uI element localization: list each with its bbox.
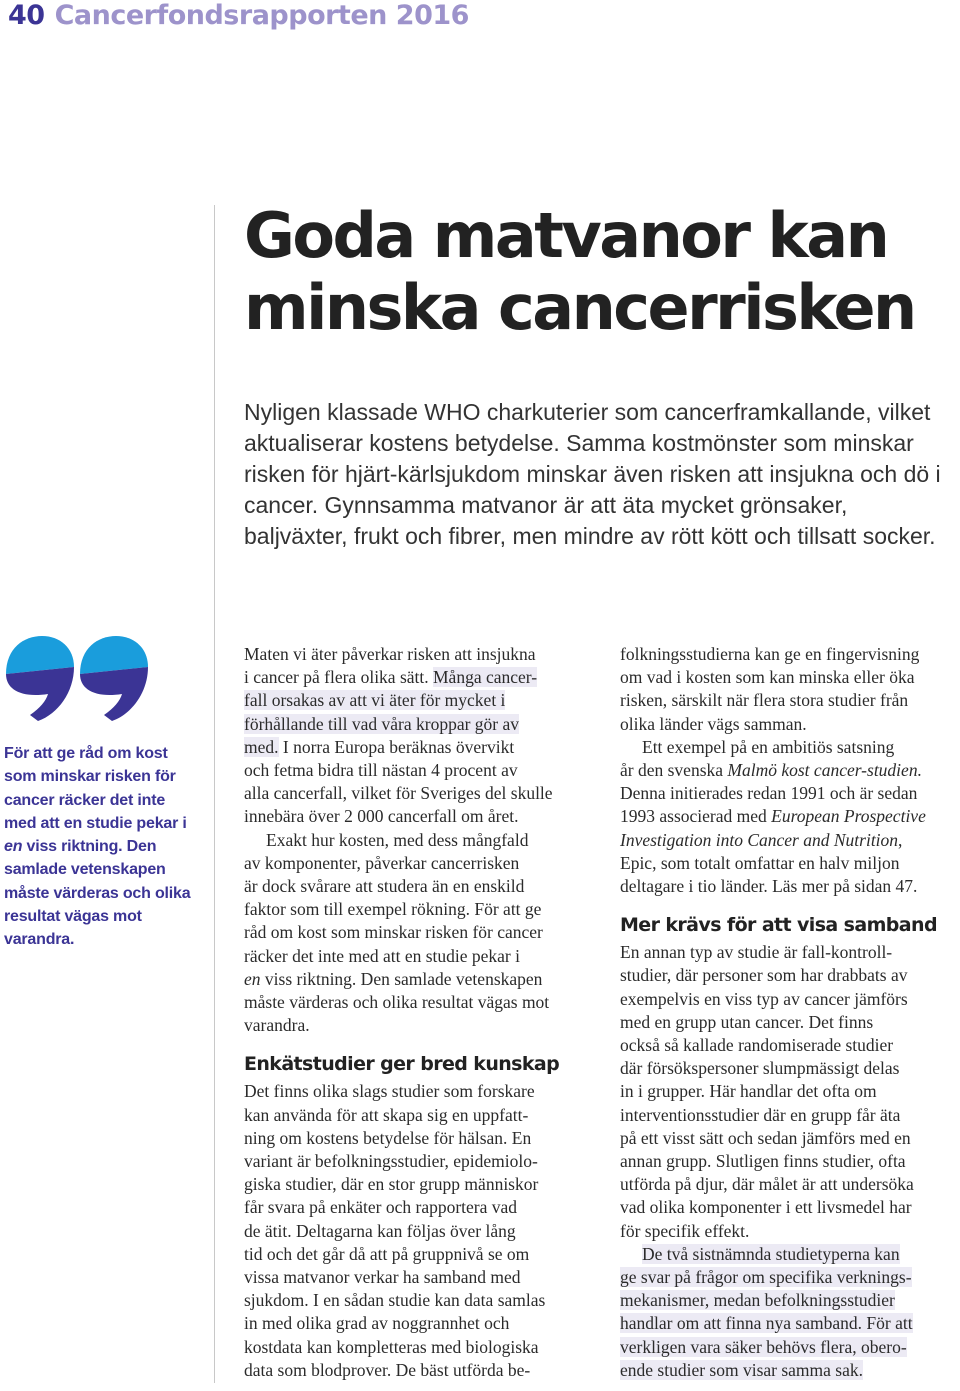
text: Ett exempel på en ambitiös satsning år den svenska <box>620 736 895 781</box>
subheading: Mer krävs för att visa samband <box>620 914 937 937</box>
paragraph <box>244 829 589 1038</box>
paragraph <box>620 736 960 898</box>
emphasis: en <box>244 968 261 989</box>
text: Exakt hur kosten, med dess mångfald av komponenter, påverkar cancerrisken är dock svårare att studera än en enskild faktor som till exempel rökning. För att ge råd om kost som minskar risken för cancer räcker det inte med att en studie pekar i <box>244 829 543 966</box>
paragraph: Det finns olika slags studier som forskare kan använda för att skapa sig en uppfatt- ning om kostens betydelse för hälsan. En variant är befolkningsstudier, epidemiolo- giska studier, där en stor grupp människor får svara på enkäter och rapportera vad de ätit. Deltagarna kan följas över lång tid och det går då att på gruppnivå se om vissa matvanor verkar ha samband med sjukdom. I en sådan studie kan data samlas in med olika grad av noggrannhet och kostdata kan kompletteras med biologiska data som blodprover. De bäst utförda be- <box>244 1081 546 1380</box>
study-name: Malmö kost cancer-studien. <box>727 760 922 781</box>
body-column-1 <box>244 643 589 1382</box>
publication-title: Cancerfondsrapporten 2016 <box>54 0 469 31</box>
paragraph <box>620 1243 960 1382</box>
subheading: Enkätstudier ger bred kunskap <box>244 1053 560 1076</box>
article-lead: Nyligen klassade WHO charkuterier som cancerframkallande, vilket aktualiserar kostens betydelse. Samma kostmönster som minskar risken för hjärt-kärlsjukdom minskar även risken att insjukna och dö i cancer. Gynnsamma matvanor är att äta mycket grönsaker, baljväxter, frukt och fibrer, men mindre av rött kött och tillsatt socker. <box>244 399 941 549</box>
study-name: European Prospective Investigation into Cancer and Nutrition <box>620 806 926 850</box>
article-title: Goda matvanor kan minska cancerrisken <box>244 199 915 344</box>
body-column-2 <box>620 643 960 1382</box>
text: viss riktning. Den samlade vetenskapen måste värderas och olika resultat vägas mot varandra. <box>244 968 550 1036</box>
text: I norra Europa beräknas övervikt och fetma bidra till nästan 4 procent av alla cancerfall, vilket för Sveriges del skulle innebära över 2 000 cancerfall om året. <box>244 736 553 827</box>
text: Denna initierades redan 1991 och är sedan 1993 associerad med <box>620 783 918 827</box>
paragraph <box>244 643 589 829</box>
column-divider <box>214 205 215 1383</box>
paragraph: En annan typ av studie är fall-kontroll- studier, där personer som har drabbats av exempelvis en viss typ av cancer jämförs med en grupp utan cancer. Det finns också så kallade randomiserade studier där försökspersoner slumpmässigt delas in i grupper. Här handlar det ofta om interventionsstudier där en grupp får äta på ett visst sätt och sedan jämförs med en annan grupp. Slutligen finns studier, ofta utförda på djur, där målet är att undersöka vad olika komponenter i ett livsmedel har för specifik effekt. <box>620 942 914 1241</box>
text: Maten vi äter påverkar risken att insjukna i cancer på flera olika sätt. <box>244 644 536 688</box>
pull-quote-text: För att ge råd om kost som minskar risken för cancer räcker det inte med att en studie pekar i <box>4 745 187 832</box>
pull-quote <box>4 742 194 952</box>
quotation-mark-icon <box>2 634 152 724</box>
text: , Epic, som totalt omfattar en halv miljon deltagare i tio länder. Läs mer på sidan 47. <box>620 829 918 897</box>
highlighted-text: Många cancer- fall orsakas av att vi äter för mycket i förhållande till vad våra kroppar gör av med. <box>244 667 538 757</box>
highlighted-text: De två sistnämnda studietyperna kan ge svar på frågor om specifika verknings- mekanismer, medan befolkningsstudier handlar om att finna nya samband. För att verkligen vara säker behövs flera, obero- ende studier som visar samma sak. <box>620 1243 913 1380</box>
page-header <box>8 0 469 34</box>
page-number: 40 <box>8 0 45 31</box>
pull-quote-text-end: viss riktning. Den samlade vetenskapen måste värderas och olika resultat vägas mot varandra. <box>4 838 191 949</box>
paragraph: folkningsstudierna kan ge en fingervisning om vad i kosten som kan minska eller öka risken, särskilt när flera stora studier från olika länder vägs samman. <box>620 644 920 734</box>
pull-quote-emphasis: en <box>4 838 23 856</box>
